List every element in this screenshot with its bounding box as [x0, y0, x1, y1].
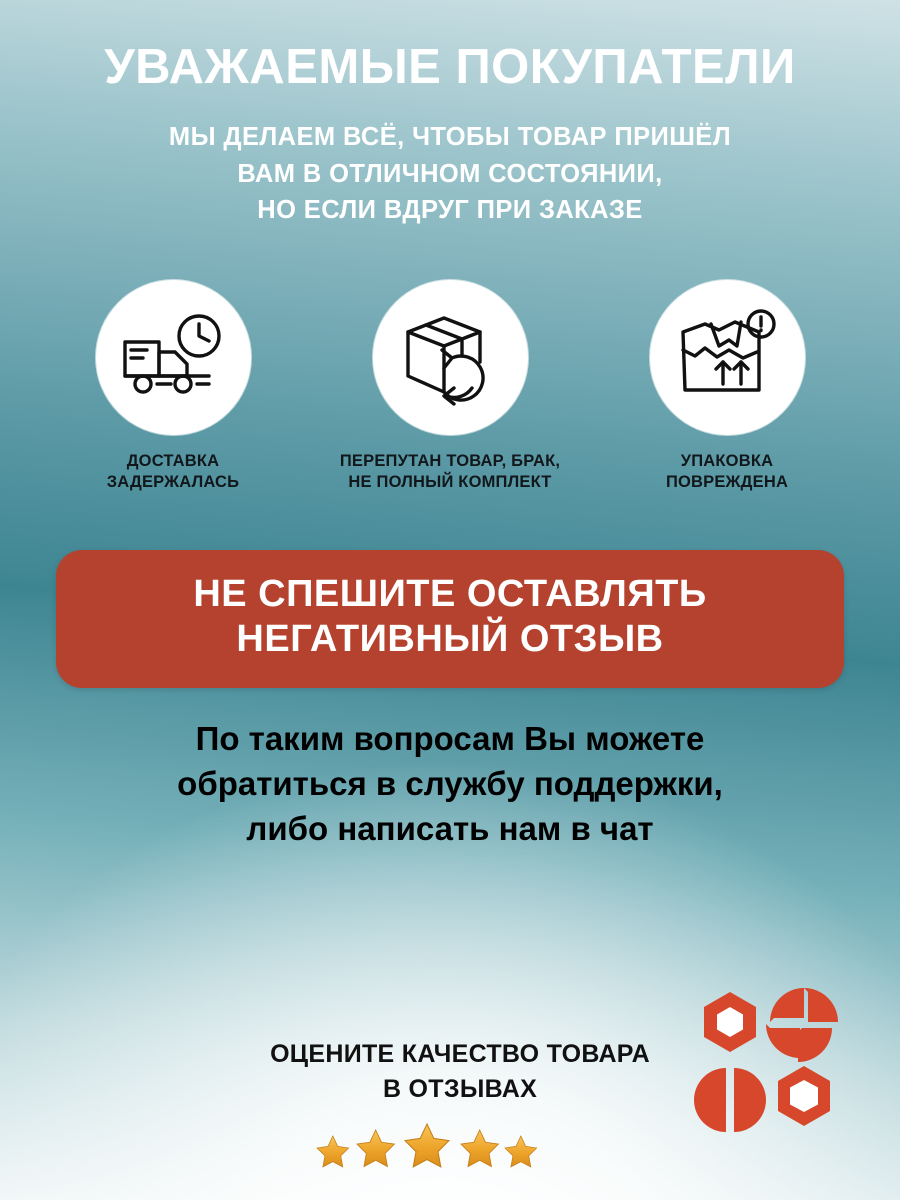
issue-caption — [340, 451, 560, 494]
issue-icon-row — [0, 280, 900, 494]
issue-caption-line-2: ЗАДЕРЖАЛАСЬ — [106, 473, 240, 492]
issue-caption-line-1: ДОСТАВКА — [126, 452, 220, 471]
rate-line-2: В ОТЗЫВАХ — [382, 1074, 538, 1103]
support-text-line-3: либо написать нам в чат — [246, 809, 654, 847]
rate-line-1: ОЦЕНИТЕ КАЧЕСТВО ТОВАРА — [270, 1040, 650, 1068]
icon-circle — [650, 280, 805, 435]
box-return-arrow-icon — [394, 306, 506, 410]
issue-caption-line-2: ПОВРЕЖДЕНА — [665, 473, 789, 492]
support-text-line-2: обратиться в службу поддержки, — [177, 764, 723, 802]
subheadline-line-3: НО ЕСЛИ ВДРУГ ПРИ ЗАКАЗЕ — [257, 195, 643, 224]
bolt-logo-icon — [692, 986, 842, 1136]
stars-row-icon — [309, 1118, 609, 1172]
warning-banner-line-2: НЕГАТИВНЫЙ ОТЗЫВ — [236, 617, 664, 660]
issue-item-damaged-package — [602, 280, 852, 494]
issue-caption-line-1: ПЕРЕПУТАН ТОВАР, БРАК, — [339, 452, 561, 471]
brand-logo — [692, 986, 842, 1136]
subheadline — [100, 119, 800, 228]
subheadline-line-1: МЫ ДЕЛАЕМ ВСЁ, ЧТОБЫ ТОВАР ПРИШЁЛ — [168, 123, 732, 152]
damaged-package-icon — [671, 306, 783, 410]
delivery-truck-clock-icon — [113, 308, 233, 408]
issue-caption — [107, 451, 240, 494]
issue-item-delivery-delayed — [48, 280, 298, 494]
warning-banner — [56, 550, 844, 688]
issue-caption-line-2: НЕ ПОЛНЫЙ КОМПЛЕКТ — [348, 473, 552, 492]
issue-caption — [666, 451, 788, 494]
issue-item-wrong-or-defective — [325, 280, 575, 494]
subheadline-line-2: ВАМ В ОТЛИЧНОМ СОСТОЯНИИ, — [237, 159, 663, 188]
icon-circle — [373, 280, 528, 435]
page-title: УВАЖАЕМЫЕ ПОКУПАТЕЛИ — [104, 40, 796, 94]
issue-caption-line-1: УПАКОВКА — [680, 452, 774, 471]
support-text — [70, 716, 830, 852]
support-text-line-1: По таким вопросам Вы можете — [195, 719, 705, 757]
warning-banner-line-1: НЕ СПЕШИТЕ ОСТАВЛЯТЬ — [193, 572, 707, 615]
icon-circle — [96, 280, 251, 435]
